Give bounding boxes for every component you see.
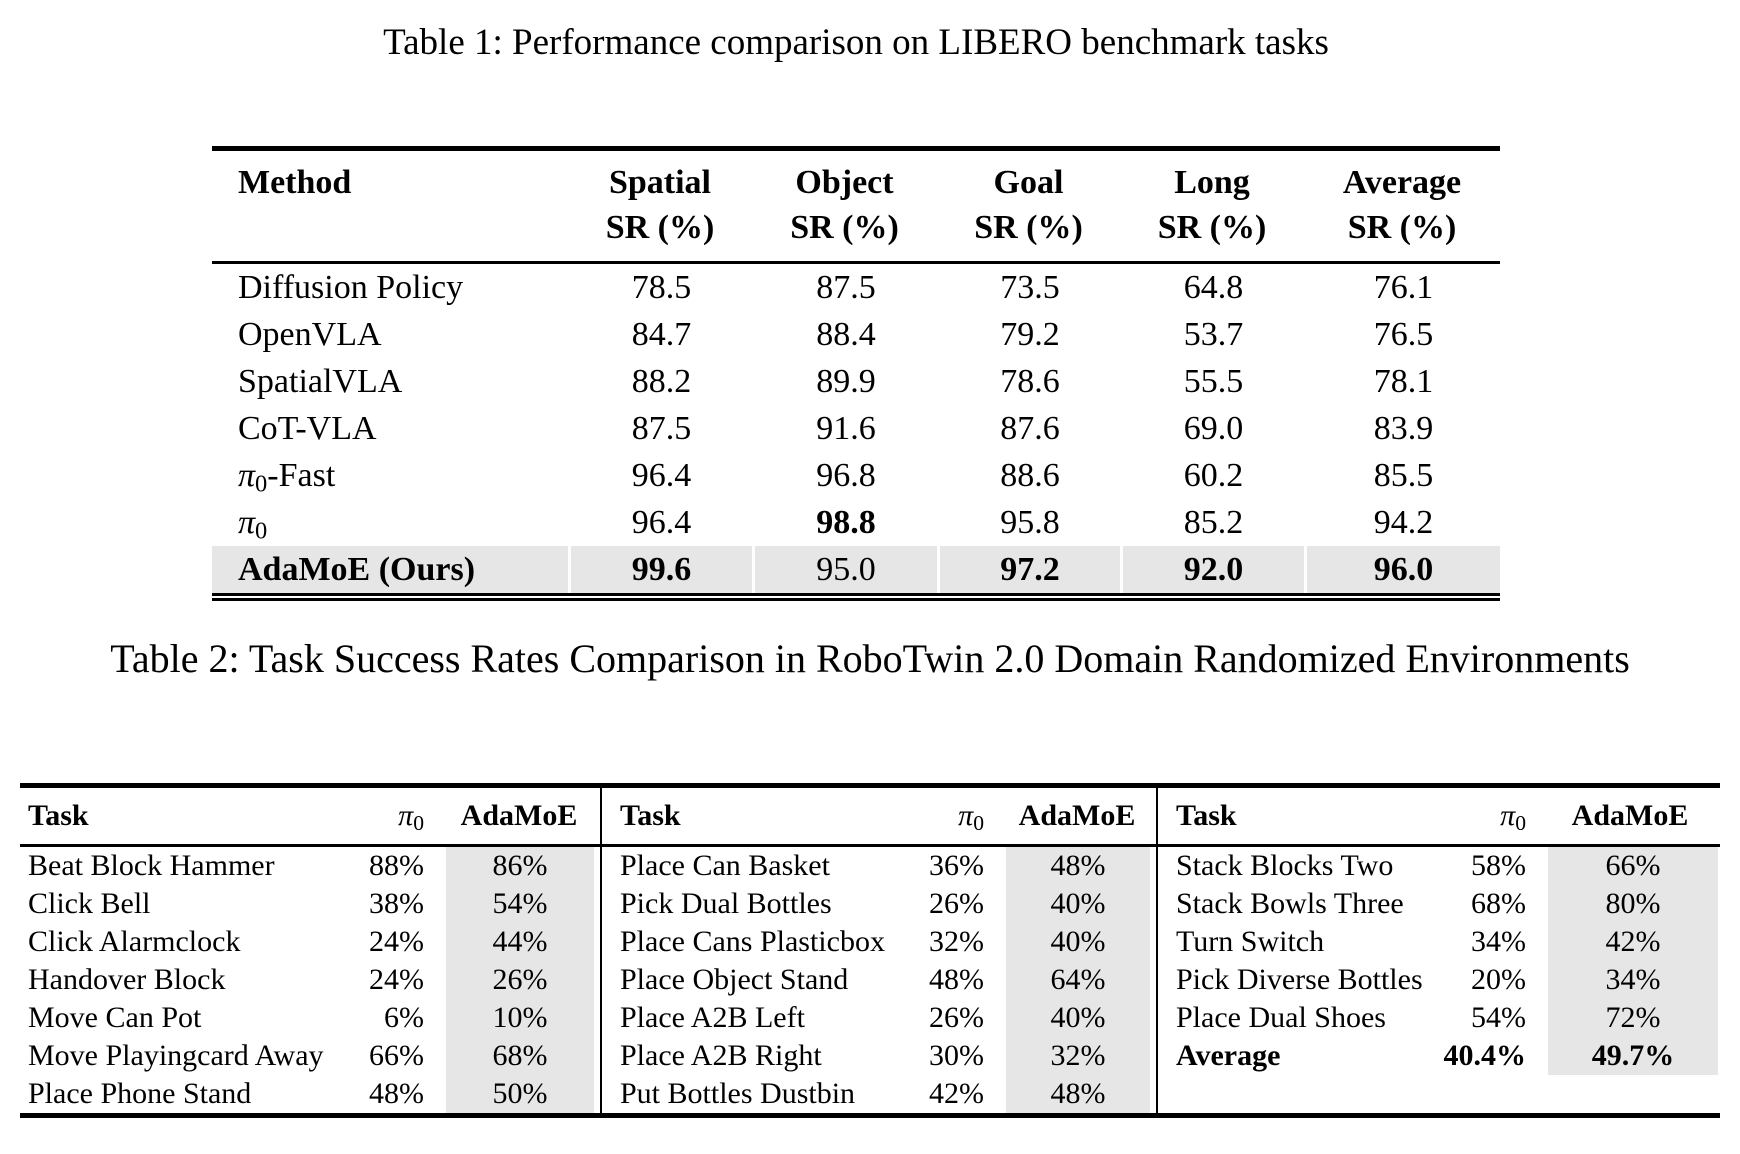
table1-row bbox=[212, 358, 1500, 405]
table1 bbox=[212, 146, 1500, 601]
value-cell: 97.2 bbox=[937, 546, 1120, 593]
pi0-value-cell: 26% bbox=[929, 887, 984, 920]
pi0-value-cell: 24% bbox=[369, 925, 424, 958]
adamoe-value-cell bbox=[1540, 1075, 1720, 1113]
table1-header-row bbox=[212, 151, 1500, 264]
task-cell bbox=[1156, 1075, 1442, 1113]
pi0-value-cell: 54% bbox=[1471, 1001, 1526, 1034]
table2-row bbox=[20, 1037, 1720, 1075]
table2-header-pi0-g3: $\pi_0$ bbox=[1442, 788, 1540, 847]
table1-row bbox=[212, 311, 1500, 358]
task-cell: Place Cans Plasticbox bbox=[600, 923, 924, 961]
pi0-value-cell: 58% bbox=[1471, 849, 1526, 882]
table1-header-object: Object SR (%) bbox=[752, 151, 937, 264]
task-cell: Place A2B Right bbox=[600, 1037, 924, 1075]
table2-header-task-g1: Task bbox=[20, 788, 338, 847]
adamoe-value-cell: 50% bbox=[438, 1075, 600, 1113]
method-cell: CoT-VLA bbox=[238, 409, 377, 447]
method-cell: $\pi_0$-Fast bbox=[238, 456, 336, 497]
table1-header-method: Method bbox=[212, 151, 568, 264]
table1-caption: Table 1: Performance comparison on LIBERO benchmark tasks bbox=[383, 22, 1329, 63]
table2-header-adamoe-g3: AdaMoE bbox=[1540, 788, 1720, 847]
table2-header-adamoe-g2: AdaMoE bbox=[998, 788, 1156, 847]
value-cell: 84.7 bbox=[568, 311, 752, 358]
adamoe-value-cell: 10% bbox=[438, 999, 600, 1037]
table2-row bbox=[20, 1075, 1720, 1113]
adamoe-value-cell: 72% bbox=[1540, 999, 1720, 1037]
value-cell: 88.4 bbox=[752, 311, 937, 358]
pi0-value-cell: 26% bbox=[929, 1001, 984, 1034]
table2-row bbox=[20, 847, 1720, 885]
table1-row bbox=[212, 499, 1500, 546]
task-cell: Place Phone Stand bbox=[28, 1077, 252, 1110]
adamoe-value-cell: 44% bbox=[438, 923, 600, 961]
table2-row bbox=[20, 999, 1720, 1037]
task-cell: Pick Dual Bottles bbox=[600, 885, 924, 923]
pi0-value-cell: 34% bbox=[1471, 925, 1526, 958]
table2-body bbox=[20, 847, 1720, 1113]
adamoe-value-cell: 32% bbox=[998, 1037, 1156, 1075]
value-cell: 96.0 bbox=[1304, 546, 1500, 593]
task-cell: Move Can Pot bbox=[28, 1001, 202, 1034]
value-cell: 94.2 bbox=[1304, 499, 1500, 546]
method-cell: AdaMoE (Ours) bbox=[212, 546, 568, 593]
value-cell: 89.9 bbox=[752, 358, 937, 405]
value-cell: 85.2 bbox=[1120, 499, 1304, 546]
value-cell: 60.2 bbox=[1120, 452, 1304, 499]
value-cell: 69.0 bbox=[1120, 405, 1304, 452]
value-cell: 78.5 bbox=[568, 264, 752, 311]
value-cell: 96.8 bbox=[752, 452, 937, 499]
adamoe-value-cell: 34% bbox=[1540, 961, 1720, 999]
table2-row bbox=[20, 961, 1720, 999]
value-cell: 96.4 bbox=[568, 452, 752, 499]
task-cell: Place A2B Left bbox=[600, 999, 924, 1037]
value-cell: 88.2 bbox=[568, 358, 752, 405]
table2-header-pi0-g2: $\pi_0$ bbox=[924, 788, 998, 847]
value-cell: 78.1 bbox=[1304, 358, 1500, 405]
adamoe-value-cell: 26% bbox=[438, 961, 600, 999]
adamoe-value-cell: 68% bbox=[438, 1037, 600, 1075]
pi0-value-cell: 88% bbox=[369, 849, 424, 882]
task-cell: Handover Block bbox=[28, 963, 226, 996]
task-cell: Click Bell bbox=[28, 887, 151, 920]
value-cell: 95.0 bbox=[752, 546, 937, 593]
value-cell: 83.9 bbox=[1304, 405, 1500, 452]
value-cell: 92.0 bbox=[1120, 546, 1304, 593]
task-cell: Beat Block Hammer bbox=[28, 849, 275, 882]
adamoe-value-cell: 80% bbox=[1540, 885, 1720, 923]
value-cell: 99.6 bbox=[568, 546, 752, 593]
pi0-value-cell: 66% bbox=[369, 1039, 424, 1072]
adamoe-value-cell: 86% bbox=[438, 847, 600, 885]
table2 bbox=[20, 783, 1720, 1118]
task-cell: Place Can Basket bbox=[600, 847, 924, 885]
table1-row bbox=[212, 405, 1500, 452]
task-cell: Move Playingcard Away bbox=[28, 1039, 324, 1072]
pi0-value-cell: 6% bbox=[384, 1001, 424, 1034]
value-cell: 87.5 bbox=[568, 405, 752, 452]
table1-row bbox=[212, 546, 1500, 593]
adamoe-value-cell: 48% bbox=[998, 1075, 1156, 1113]
table1-header-spatial: Spatial SR (%) bbox=[568, 151, 752, 264]
table1-header-goal: Goal SR (%) bbox=[937, 151, 1120, 264]
value-cell: 73.5 bbox=[937, 264, 1120, 311]
table2-header-pi0-g1: $\pi_0$ bbox=[338, 788, 438, 847]
adamoe-value-cell: 54% bbox=[438, 885, 600, 923]
pi0-value-cell: 24% bbox=[369, 963, 424, 996]
adamoe-value-cell: 40% bbox=[998, 923, 1156, 961]
table2-header-task-g3: Task bbox=[1156, 788, 1442, 847]
value-cell: 78.6 bbox=[937, 358, 1120, 405]
task-cell: Average bbox=[1156, 1037, 1442, 1075]
table2-header-task-g2: Task bbox=[600, 788, 924, 847]
pi0-value-cell bbox=[1442, 1075, 1540, 1113]
value-cell: 87.5 bbox=[752, 264, 937, 311]
method-cell: SpatialVLA bbox=[238, 362, 403, 400]
value-cell: 55.5 bbox=[1120, 358, 1304, 405]
pi0-value-cell: 68% bbox=[1471, 887, 1526, 920]
adamoe-value-cell: 64% bbox=[998, 961, 1156, 999]
table1-row bbox=[212, 264, 1500, 311]
adamoe-value-cell: 40% bbox=[998, 999, 1156, 1037]
table1-row bbox=[212, 452, 1500, 499]
pi0-value-cell: 32% bbox=[929, 925, 984, 958]
task-cell: Click Alarmclock bbox=[28, 925, 241, 958]
method-cell: Diffusion Policy bbox=[238, 268, 464, 306]
pi0-value-cell: 20% bbox=[1471, 963, 1526, 996]
adamoe-value-cell: 66% bbox=[1540, 847, 1720, 885]
adamoe-value-cell: 40% bbox=[998, 885, 1156, 923]
pi0-value-cell: 38% bbox=[369, 887, 424, 920]
pi0-value-cell: 48% bbox=[929, 963, 984, 996]
pi0-value-cell: 36% bbox=[929, 849, 984, 882]
pi0-value-cell: 42% bbox=[929, 1077, 984, 1110]
value-cell: 64.8 bbox=[1120, 264, 1304, 311]
value-cell: 85.5 bbox=[1304, 452, 1500, 499]
task-cell: Stack Bowls Three bbox=[1156, 885, 1442, 923]
method-cell: OpenVLA bbox=[238, 315, 382, 353]
value-cell: 88.6 bbox=[937, 452, 1120, 499]
value-cell: 76.5 bbox=[1304, 311, 1500, 358]
task-cell: Put Bottles Dustbin bbox=[600, 1075, 924, 1113]
task-cell: Place Object Stand bbox=[600, 961, 924, 999]
pi0-value-cell: 48% bbox=[369, 1077, 424, 1110]
value-cell: 79.2 bbox=[937, 311, 1120, 358]
task-cell: Stack Blocks Two bbox=[1156, 847, 1442, 885]
table1-body bbox=[212, 264, 1500, 593]
table2-caption: Table 2: Task Success Rates Comparison in RoboTwin 2.0 Domain Randomized Environments bbox=[110, 636, 1630, 681]
value-cell: 76.1 bbox=[1304, 264, 1500, 311]
task-cell: Turn Switch bbox=[1156, 923, 1442, 961]
table1-header-average: Average SR (%) bbox=[1304, 151, 1500, 264]
value-cell: 87.6 bbox=[937, 405, 1120, 452]
task-cell: Pick Diverse Bottles bbox=[1156, 961, 1442, 999]
pi0-value-cell: 30% bbox=[929, 1039, 984, 1072]
value-cell: 95.8 bbox=[937, 499, 1120, 546]
adamoe-value-cell: 48% bbox=[998, 847, 1156, 885]
table1-header-long: Long SR (%) bbox=[1120, 151, 1304, 264]
method-cell: $\pi_0$ bbox=[238, 503, 268, 544]
value-cell: 91.6 bbox=[752, 405, 937, 452]
table2-row bbox=[20, 923, 1720, 961]
value-cell: 98.8 bbox=[752, 499, 937, 546]
adamoe-value-cell: 49.7% bbox=[1540, 1037, 1720, 1075]
value-cell: 96.4 bbox=[568, 499, 752, 546]
table2-header-adamoe-g1: AdaMoE bbox=[438, 788, 600, 847]
table2-row bbox=[20, 885, 1720, 923]
value-cell: 53.7 bbox=[1120, 311, 1304, 358]
table2-header-row bbox=[20, 788, 1720, 847]
pi0-value-cell: 40.4% bbox=[1443, 1039, 1526, 1072]
adamoe-value-cell: 42% bbox=[1540, 923, 1720, 961]
task-cell: Place Dual Shoes bbox=[1156, 999, 1442, 1037]
